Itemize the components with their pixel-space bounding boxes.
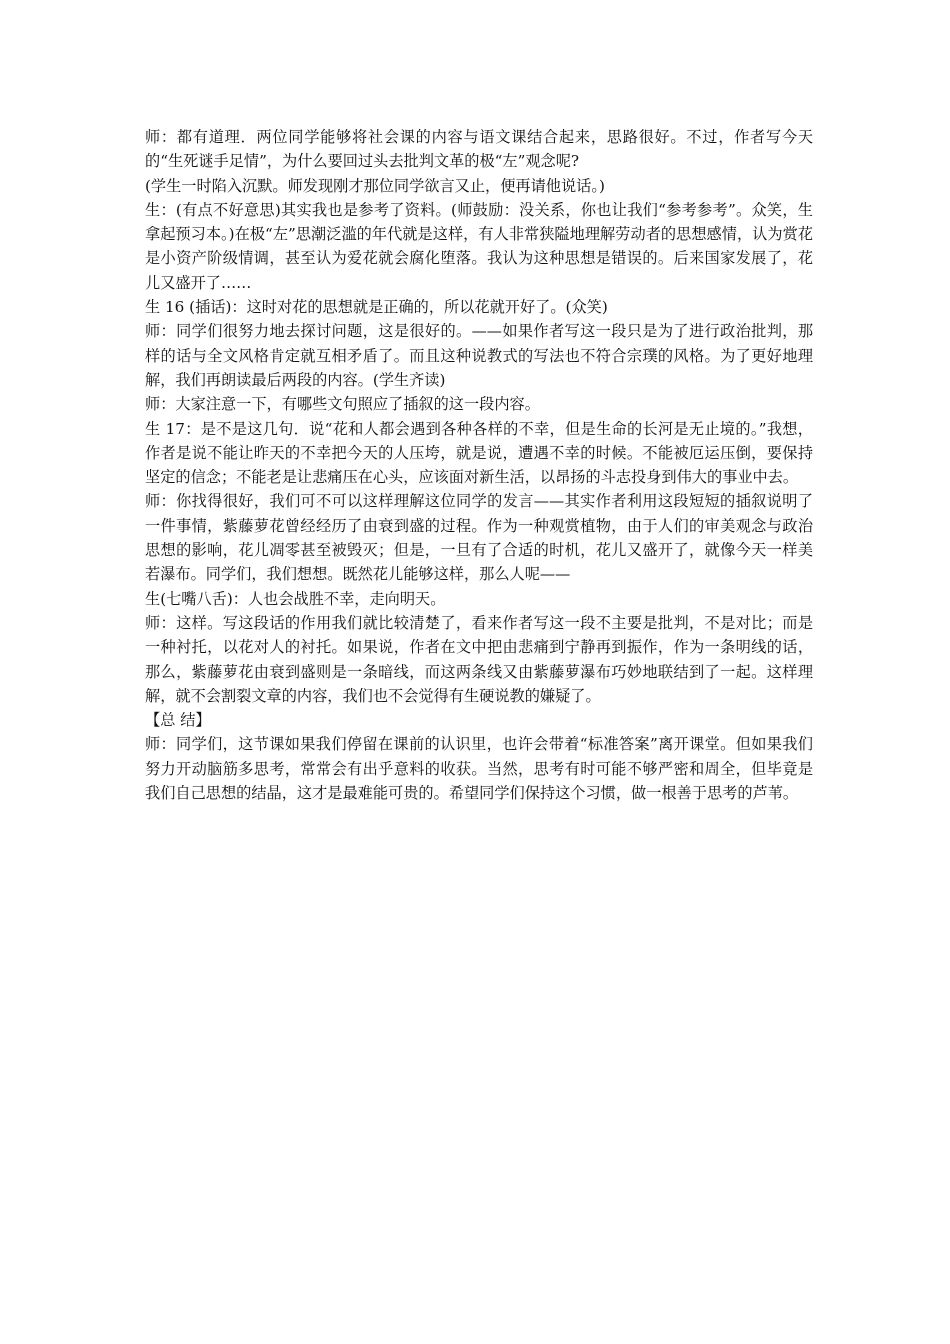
paragraph-students-chorus: 生(七嘴八舌)：人也会战胜不幸，走向明天。 xyxy=(145,589,446,608)
paragraph-teacher-prompt: 师：大家注意一下，有哪些文句照应了插叙的这一段内容。 xyxy=(145,395,540,414)
paragraph-student-reference: 生：(有点不好意思)其实我也是参考了资料。(师鼓励：没关系，你也让我们“参考参考”。众笑，生拿起预习本。)在极“左”思潮泛滥的年代就是这样，有人非常狭隘地理解劳动者的思想感情，认为赏花是小资产阶级情调，甚至认为爱花就会腐化堕落。我认为这种思想是错误的。后来国家发展了，花儿又盛开了…… xyxy=(145,200,813,292)
paragraph-stage-direction: (学生一时陷入沉默。师发现刚才那位同学欲言又止，便再请他说话。) xyxy=(145,176,605,195)
section-heading-summary: 【总 结】 xyxy=(145,711,211,730)
paragraph-student-17: 生 17：是不是这几句．说“花和人都会遇到各种各样的不幸，但是生命的长河是无止境的。”我想，作者是说不能让昨天的不幸把今天的人压垮，就是说，遭遇不幸的时候。不能被厄运压倒，要保持坚定的信念；不能老是让悲痛压在心头，应该面对新生活，以昂扬的斗志投身到伟大的事业中去。 xyxy=(145,419,813,487)
paragraph-teacher-discussion: 师：同学们很努力地去探讨问题，这是很好的。——如果作者写这一段只是为了进行政治批判，那样的话与全文风格肯定就互相矛盾了。而且这种说教式的写法也不符合宗璞的风格。为了更好地理解，我们再朗读最后两段的内容。(学生齐读) xyxy=(145,322,813,389)
paragraph-teacher-question: 师：都有道理．两位同学能够将社会课的内容与语文课结合起来，思路很好。不过，作者写今天的“生死谜手足情”，为什么要回过头去批判文革的极“左”观念呢? xyxy=(145,128,813,171)
document-body xyxy=(145,125,813,805)
paragraph-teacher-explanation: 师：你找得很好，我们可不可以这样理解这位同学的发言——其实作者利用这段短短的插叙说明了一件事情，紫藤萝花曾经经历了由衰到盛的过程。作为一种观赏植物，由于人们的审美观念与政治思想的影响，花儿凋零甚至被毁灭；但是，一旦有了合适的时机，花儿又盛开了，就像今天一样美若瀑布。同学们，我们想想。既然花儿能够这样，那么人呢—— xyxy=(145,492,813,584)
paragraph-teacher-analysis: 师：这样。写这段话的作用我们就比较清楚了，看来作者写这一段不主要是批判，不是对比；而是一种衬托，以花对人的衬托。如果说，作者在文中把由悲痛到宁静再到振作，作为一条明线的话，那么，紫藤萝花由衰到盛则是一条暗线，而这两条线又由紫藤萝瀑布巧妙地联结到了一起。这样理解，就不会割裂文章的内容，我们也不会觉得有生硬说教的嫌疑了。 xyxy=(145,613,813,705)
paragraph-student-16: 生 16 (插话)：这时对花的思想就是正确的，所以花就开好了。(众笑) xyxy=(145,298,608,317)
paragraph-teacher-summary: 师：同学们，这节课如果我们停留在课前的认识里，也许会带着“标准答案”离开课堂。但如果我们努力开动脑筋多思考，常常会有出乎意料的收获。当然，思考有时可能不够严密和周全，但毕竟是我们自己思想的结晶，这才是最难能可贵的。希望同学们保持这个习惯，做一根善于思考的芦苇。 xyxy=(145,735,813,803)
